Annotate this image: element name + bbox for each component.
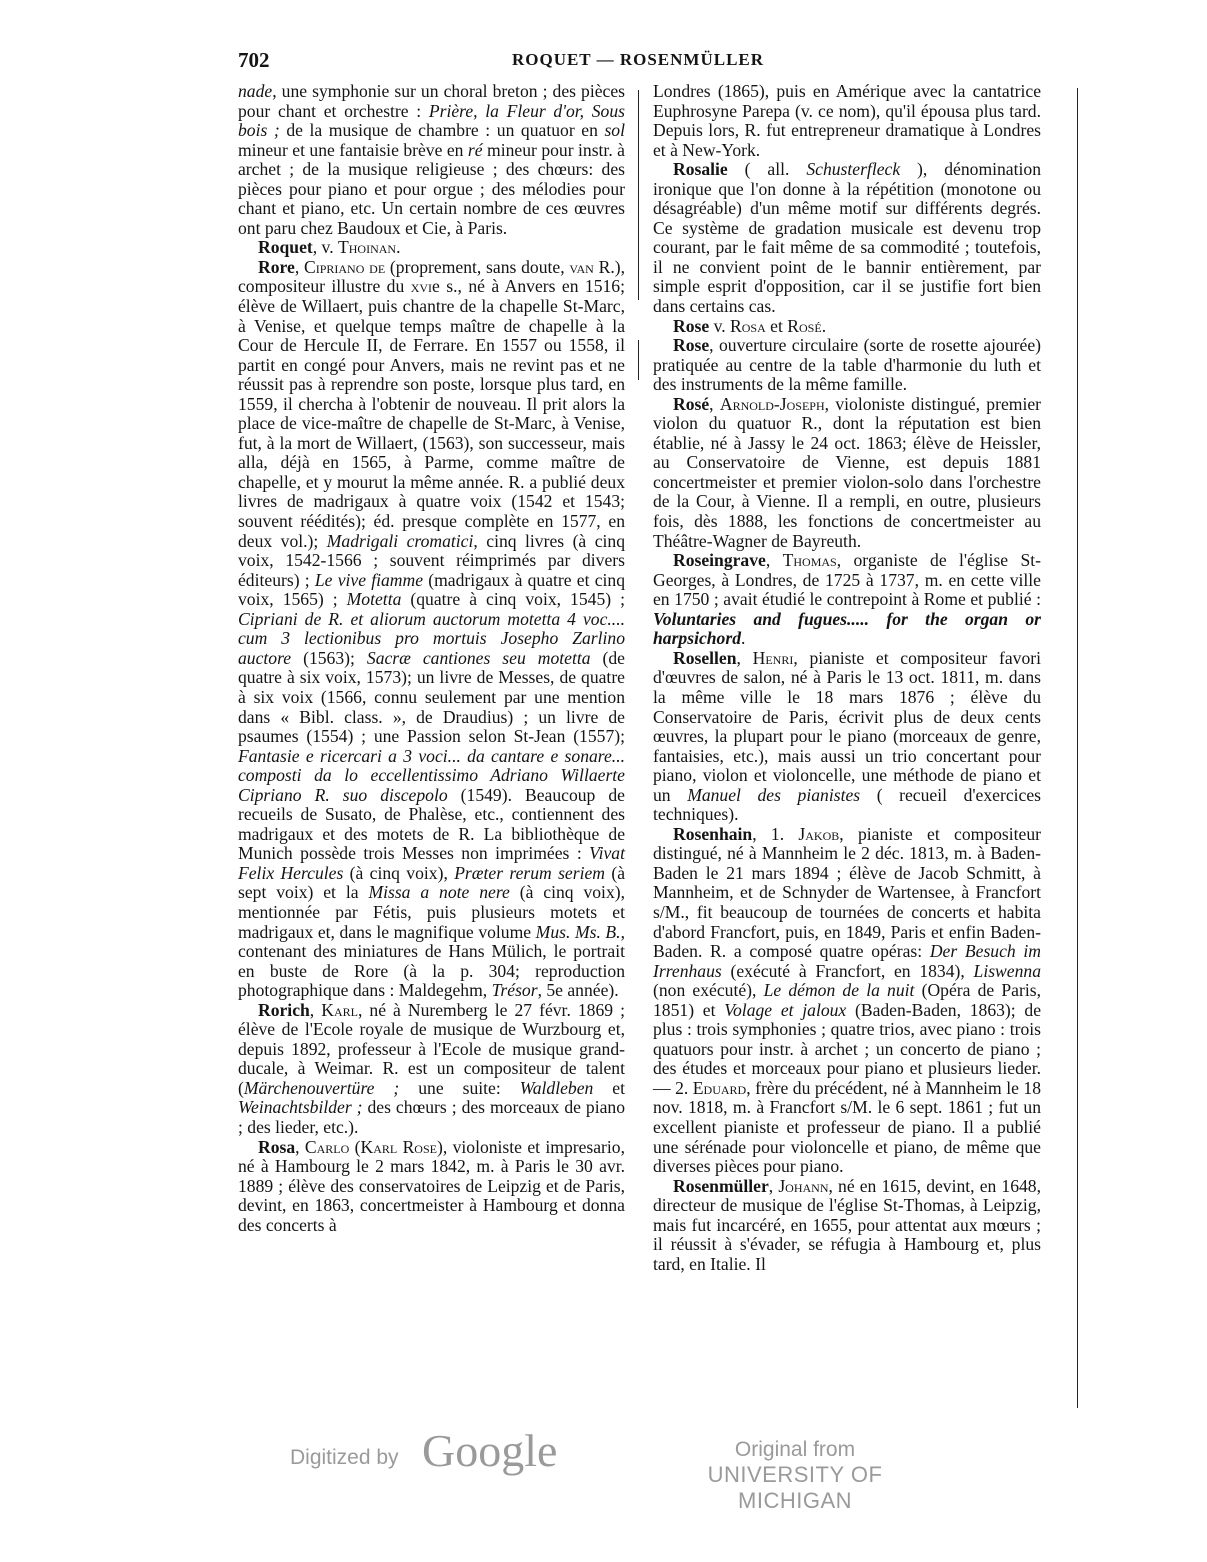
entry-text: , né à Nuremberg le 27 févr. 1869 ; élève de l'Ecole royale de musique de Wurzbourg et, depuis 1892, professeur à l'Ecole de musique grand-ducale, à Weimar. R. est un compositeur de talent ( <box>238 999 625 1098</box>
entry-text: Der Besuch im Irrenhaus <box>653 941 1041 981</box>
entry-text: , contenant des miniatures de Hans Mülich, le portrait en buste de Rore (à la p. 304; reproduction photographique dans : Maldegehm, <box>238 921 625 1001</box>
entry-text: (proprement, sans doute, <box>385 256 570 277</box>
entry-text: Voluntaries and fugues..... for the organ or harpsichord <box>653 608 1041 649</box>
entry-text: et <box>765 315 788 336</box>
entry-text: (Baden-Baden, 1863); de plus : trois symphonies ; quatre trios, avec piano : trois quatuors pour instr. à archet ; un concerto de piano ; des études et morceaux pour piano et plusieurs lieder. — 2. <box>653 999 1041 1098</box>
entry-text: Cipriano de <box>303 256 386 277</box>
page-number: 702 <box>238 48 270 72</box>
entry-text: Mus. Ms. B. <box>535 921 621 942</box>
entry-text: ), dénomination ironique que l'on donne à la répétition (monotone ou désagréable) d'un même motif sur différents degrés. Ce système de gradation musicale est devenu trop courant, par le fait même de sa commodité ; toutefois, il ne convient point de le bannir entièrement, par simple esprit d'opposition, car il se justifie fort bien dans certains cas. <box>653 159 1041 317</box>
entry-text: Karl Rose <box>360 1136 437 1157</box>
entry-text: e s., né à Anvers en 1516; élève de Willaert, puis chantre de la chapelle St-Marc, à Venise, et quelque temps maître de chapelle à la Cour de Hercule II, de Ferrare. En 1557 ou 1558, il partit en congé pour Anvers, mais ne revint pas et ne réussit pas à reprendre son poste, lorsque plus tard, en 1559, il chercha à l'obtenir de nouveau. Il prit alors la place de vice-maître de chapelle de St-Marc, à Venise, fut, à la mort de Willaert, (1563), son successeur, mais alla, déjà en 1565, à Parme, comme maître de chapelle, et y mourut la même année. R. a publié deux livres de madrigaux à quatre voix (1542 et 1543; souvent réédités); éd. presque complète en 1577, en deux vol.); <box>238 276 625 551</box>
entry-text: Cipriani de R. et aliorum auctorum motetta 4 voc.... cum 3 lectionibus pro mortuis Josepho Zarlino auctore <box>238 608 625 668</box>
entry-text: Manuel des pianistes <box>687 784 861 805</box>
entry-text: , <box>309 999 322 1020</box>
right-column <box>653 82 1041 1274</box>
digitized-by-text: Digitized by <box>290 1446 399 1469</box>
entry-text: Londres (1865), puis en Amérique avec la cantatrice Euphrosyne Parepa (v. ce nom), qu'il épousa plus tard. Depuis lors, R. fut entrepreneur dramatique à Londres et à New-York. <box>653 81 1041 160</box>
entry-text: (1563); <box>291 647 367 668</box>
entry-text: Fantasie e ricercari a 3 voci... da cantare e sonare... composti da lo eccellentissimo Adriano Willaerte Cipriano R. suo discepolo <box>238 745 625 805</box>
dictionary-entry <box>653 1177 1041 1275</box>
entry-text: R.), compositeur illustre du <box>238 256 625 297</box>
entry-headword: Rosalie <box>673 159 728 180</box>
entry-headword: Rosé <box>673 393 710 414</box>
entry-text: Præter rerum seriem <box>454 862 605 883</box>
entry-text: Volage et jaloux <box>724 999 847 1020</box>
entry-headword: Roquet <box>258 237 313 258</box>
entry-text: Missa a note nere <box>368 882 510 903</box>
entry-text: . <box>741 628 746 649</box>
entry-text: xvi <box>410 276 433 297</box>
entry-text: une suite: <box>399 1077 520 1098</box>
entry-text: , <box>709 393 720 414</box>
entry-text: , v. <box>312 237 338 258</box>
institution-text: UNIVERSITY OF MICHIGAN <box>707 1462 883 1513</box>
google-logo-text: Google <box>422 1425 558 1476</box>
entry-text: , <box>765 550 783 571</box>
entry-text: (à sept voix) et la <box>238 862 626 903</box>
entry-text: ré <box>467 139 483 160</box>
entry-text: , né en 1615, devint, en 1648, directeur de musique de l'église St-Thomas, à Leipzig, mais fut incarcéré, en 1655, pour attentat aux mœurs ; il réussit à s'évader, se réfugia à Hambourg et, plus tard, en Italie. Il <box>653 1175 1042 1274</box>
entry-text: Prière, la Fleur d'or, Sous bois ; <box>238 100 625 141</box>
left-column <box>238 82 625 1235</box>
original-from-text: Original from <box>734 1438 856 1461</box>
entry-text: (1549). Beaucoup de recueils de Susato, de Phalèse, etc., contiennent des madrigaux et des motets de R. La bibliothèque de Munich possède trois Messes non imprimées : <box>238 784 625 864</box>
dictionary-entry <box>653 82 1041 160</box>
entry-text: des chœurs ; des morceaux de piano ; des lieder, etc.). <box>238 1097 625 1137</box>
entry-headword: Rosellen <box>673 647 737 668</box>
dictionary-entry <box>653 825 1041 1177</box>
entry-text: . <box>821 315 827 336</box>
entry-text: , une symphonie sur un choral breton ; des pièces pour chant et orchestre : <box>238 81 625 121</box>
entry-headword: Rose <box>673 315 710 336</box>
entry-text: (quatre à cinq voix, 1545) ; <box>401 589 625 610</box>
entry-text: et <box>593 1077 625 1098</box>
entry-text: mineur pour instr. à archet ; de la musique religieuse ; des chœurs: des pièces pour piano et pour orgue ; des mélodies pour chant et piano, etc. Un certain nombre de ces œuvres ont paru chez Baudoux et Cie, à Paris. <box>238 139 625 238</box>
entry-headword: Rorich <box>258 999 310 1020</box>
column-rule-right <box>1077 88 1078 1408</box>
entry-text: , <box>294 256 304 277</box>
entry-text: (exécuté à Francfort, en 1834), <box>721 960 974 981</box>
entry-headword: Rosa <box>258 1136 296 1157</box>
entry-text: , cinq livres (à cinq voix, 1542-1566 ; souvent réimprimés par divers éditeurs) ; <box>238 530 626 590</box>
dictionary-entry <box>238 1001 625 1138</box>
entry-headword: Rosenmüller <box>673 1175 769 1196</box>
entry-headword: Rose <box>673 335 710 356</box>
dictionary-entry <box>653 336 1041 395</box>
entry-text: , frère du précédent, né à Mannheim le 18 nov. 1818, m. à Francfort s/M. le 6 sept. 1861 ; fut un excellent pianiste et professeur de piano. Il a publié une sérénade pour violoncelle et piano, de même que diverses pièces pour piano. <box>653 1077 1042 1177</box>
entry-text: , organiste de l'église St-Georges, à Londres, de 1725 à 1737, m. en cette ville en 1750 ; avait étudié le contrepoint à Rome et publié : <box>653 550 1042 610</box>
entry-text: Motetta <box>346 589 402 610</box>
entry-text: ( <box>349 1136 361 1157</box>
column-rule-mid <box>638 90 639 300</box>
entry-text: mineur et une fantaisie brève en <box>238 139 468 160</box>
dictionary-entry <box>653 395 1041 551</box>
entry-text: ( recueil d'exercices techniques). <box>653 784 1041 825</box>
entry-text: Le démon de la nuit <box>763 980 915 1001</box>
entry-text: (Opéra de Paris, 1851) et <box>653 980 1041 1020</box>
entry-text: , <box>768 1175 779 1196</box>
entry-text: Vivat Felix Hercules <box>238 843 625 883</box>
entry-text: , pianiste et compositeur favori d'œuvres de salon, né à Paris le 13 oct. 1811, m. dans la même ville le 18 mars 1876 ; élève du Conservatoire de Paris, écrivit plus de deux cents œuvres, la plupart pour le piano (morceaux de genre, fantaisies, etc.), mais aussi un trio concertant pour piano, violon et violoncelle, une méthode de piano et un <box>653 647 1041 805</box>
entry-text: van <box>569 256 594 277</box>
dictionary-entry <box>238 82 625 238</box>
entry-text: Rosa <box>730 315 766 336</box>
entry-text: Sacræ cantiones seu motetta <box>366 647 591 668</box>
entry-text: , <box>295 1136 305 1157</box>
dictionary-entry <box>653 551 1041 649</box>
dictionary-entry <box>238 258 625 1001</box>
entry-text: Johann <box>778 1175 829 1196</box>
entry-text: (à cinq voix), mentionnée par Fétis, puis plusieurs motets et madrigaux et, dans le magnifique volume <box>238 882 626 942</box>
running-head: ROQUET — ROSENMÜLLER <box>511 50 765 69</box>
entry-text: Waldleben <box>519 1077 594 1098</box>
entry-headword: Rore <box>258 256 295 277</box>
dictionary-entry <box>653 317 1041 337</box>
entry-text: Thoinan <box>338 237 397 258</box>
entry-headword: Roseingrave <box>673 550 766 571</box>
entry-text: Trésor <box>491 980 538 1001</box>
entry-text: Schusterfleck <box>806 159 901 180</box>
dictionary-entry <box>238 1138 625 1236</box>
entry-text: Madrigali cromatici <box>326 530 474 551</box>
entry-text: Märchenouvertüre ; <box>243 1077 400 1098</box>
entry-text: , <box>736 647 753 668</box>
entry-text: Thomas <box>782 550 837 571</box>
entry-text: v. <box>709 315 731 336</box>
google-watermark <box>290 1420 590 1490</box>
entry-text: Le vive fiamme <box>314 569 424 590</box>
entry-text: (à cinq voix), <box>343 862 455 883</box>
entry-text: de la musique de chambre : un quatuor en <box>279 120 605 141</box>
entry-text: Rosé <box>787 315 822 336</box>
dictionary-entry <box>653 649 1041 825</box>
entry-text: (non exécuté), <box>653 980 764 1001</box>
entry-text: Arnold-Joseph <box>719 393 825 414</box>
entry-headword: Rosenhain <box>673 823 753 844</box>
entry-text: , pianiste et compositeur distingué, né à Mannheim le 2 déc. 1813, m. à Baden-Baden le 21 mars 1894 ; élève de Jacob Schmitt, à Mannheim, et de Schnyder de Wartensee, à Francfort s/M., fit beaucoup de tournées de concerts et habita d'abord Francfort, puis, en 1849, Paris et enfin Baden-Baden. R. a composé quatre opéras: <box>653 823 1041 962</box>
entry-text: Jakob <box>798 823 840 844</box>
page-header <box>238 48 1038 76</box>
dictionary-entry <box>238 238 625 258</box>
entry-text: nade <box>238 81 273 101</box>
entry-text: ), violoniste et impresario, né à Hambourg le 2 mars 1842, m. à Paris le 30 avr. 1889 ; élève des conservatoires de Leipzig et de Paris, devint, en 1863, concertmeister à Hambourg et donna des concerts à <box>238 1136 626 1235</box>
entry-text: (de quatre à six voix, 1573); un livre de Messes, de quatre à six voix (1566, connu seulement par une mention dans « Bibl. class. », de Draudius) ; un livre de psaumes (1554) ; une Passion selon St-Jean (1557); <box>238 647 625 747</box>
entry-text: , 1. <box>752 823 799 844</box>
entry-text: Carlo <box>304 1136 350 1157</box>
entry-text: , violoniste distingué, premier violon du quatuor R., dont la réputation est bien établie, né à Jassy le 24 oct. 1863; élève de Heissler, au Conservatoire de Vienne, est depuis 1881 concertmeister et premier violon-solo dans l'orchestre de la Cour, à Vienne. Il a rempli, en outre, plusieurs fois, dès 1888, les fonctions de concertmeister au Théâtre-Wagner de Bayreuth. <box>653 393 1041 551</box>
entry-text: Eduard <box>692 1077 747 1098</box>
library-watermark <box>660 1438 930 1514</box>
entry-text: , ouverture circulaire (sorte de rosette ajourée) pratiquée au centre de la table d'harmonie du luth et des instruments de la même famille. <box>653 335 1041 395</box>
entry-text: sol <box>604 120 625 141</box>
entry-text: . <box>396 237 401 258</box>
entry-text: Liswenna <box>973 960 1041 981</box>
dictionary-entry <box>653 160 1041 316</box>
entry-text: (madrigaux à quatre et cinq voix, 1565) ; <box>238 569 625 610</box>
entry-text: ( all. <box>727 159 807 180</box>
entry-text: Weinachtsbilder ; <box>238 1097 363 1118</box>
column-rule-mid <box>638 340 639 380</box>
entry-text: Henri <box>752 647 794 668</box>
entry-text: Karl <box>321 999 358 1020</box>
entry-text: , 5e année). <box>537 980 619 1001</box>
